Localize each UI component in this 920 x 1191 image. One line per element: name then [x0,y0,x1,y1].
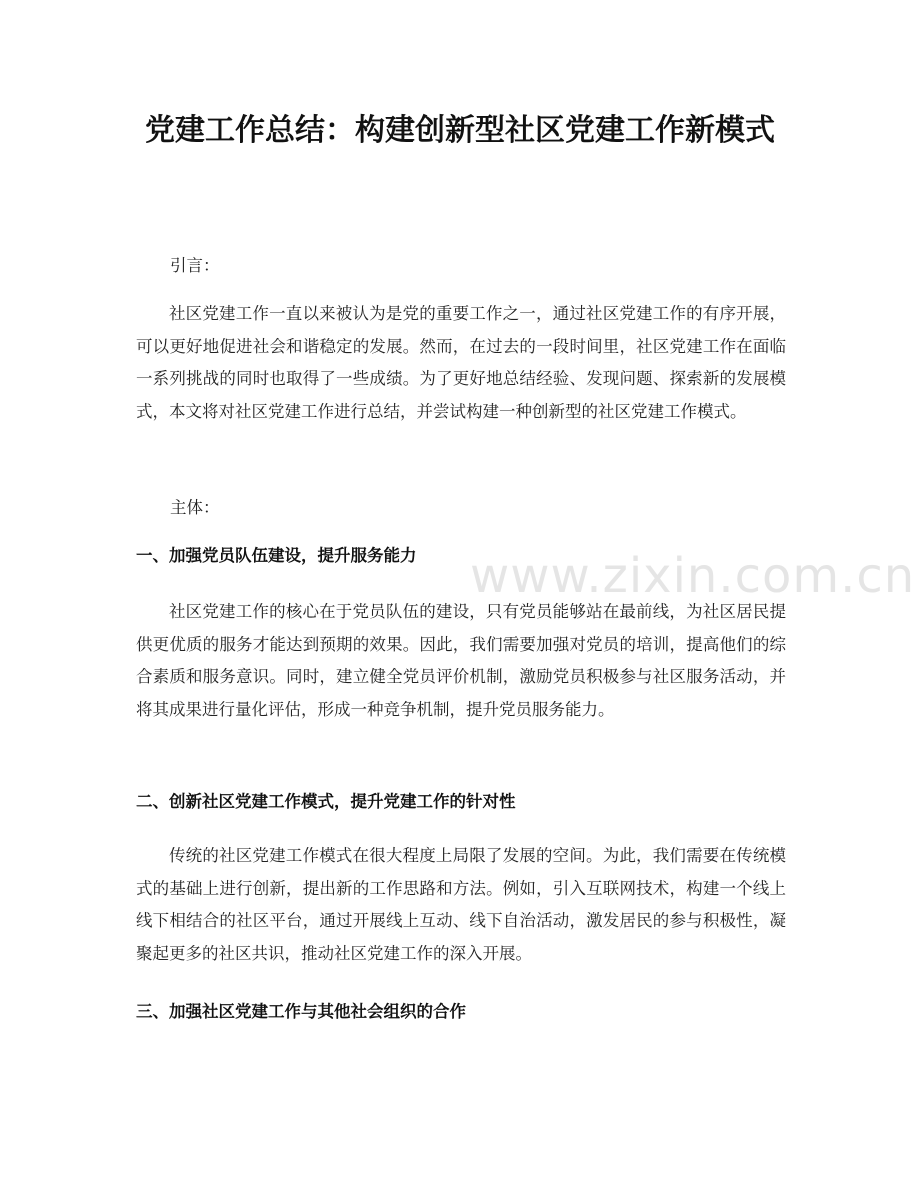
section-3-heading: 三、加强社区党建工作与其他社会组织的合作 [136,1002,466,1021]
intro-label: 引言： [170,256,220,275]
section-1-heading: 一、加强党员队伍建设，提升服务能力 [136,546,417,565]
section-2-paragraph: 传统的社区党建工作模式在很大程度上局限了发展的空间。为此，我们需要在传统模式的基础上进行创新，提出新的工作思路和方法。例如，引入互联网技术，构建一个线上线下相结合的社区平台，通过开展线上互动、线下自治活动，激发居民的参与积极性，凝聚起更多的社区共识，推动社区党建工作的深入开展。 [136,846,786,963]
section-2-heading: 二、创新社区党建工作模式，提升党建工作的针对性 [136,792,516,811]
body-label: 主体： [170,498,220,517]
document-title: 党建工作总结：构建创新型社区党建工作新模式 [145,113,775,148]
section-1-paragraph: 社区党建工作的核心在于党员队伍的建设，只有党员能够站在最前线，为社区居民提供更优质的服务才能达到预期的效果。因此，我们需要加强对党员的培训，提高他们的综合素质和服务意识。同时，建立健全党员评价机制，激励党员积极参与社区服务活动，并将其成果进行量化评估，形成一种竞争机制，提升党员服务能力。 [136,602,786,719]
intro-paragraph: 社区党建工作一直以来被认为是党的重要工作之一，通过社区党建工作的有序开展，可以更好地促进社会和谐稳定的发展。然而，在过去的一段时间里，社区党建工作在面临一系列挑战的同时也取得了一些成绩。为了更好地总结经验、发现问题、探索新的发展模式，本文将对社区党建工作进行总结，并尝试构建一种创新型的社区党建工作模式。 [136,304,786,421]
watermark: www.zixin.com.cn [470,548,916,604]
